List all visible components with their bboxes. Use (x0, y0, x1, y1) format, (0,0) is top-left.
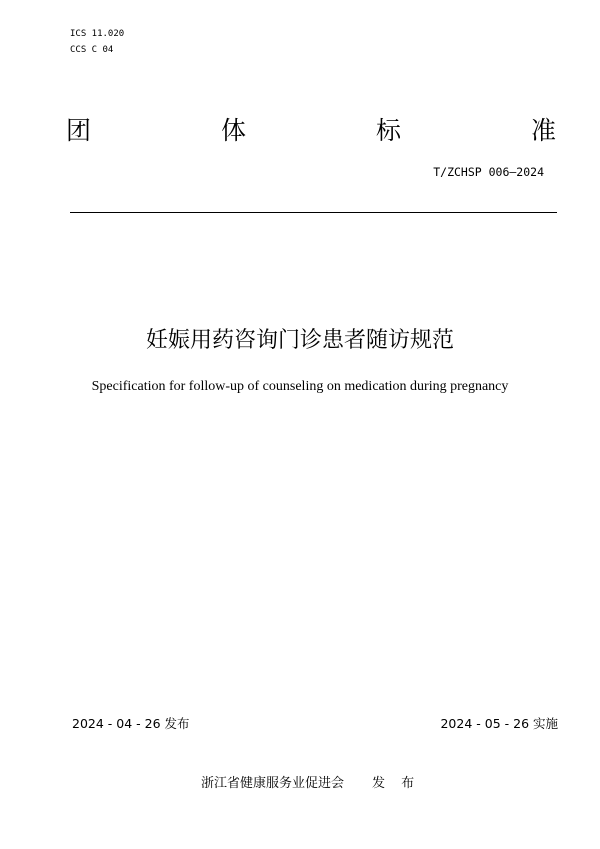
standard-type-char: 体 (220, 116, 246, 145)
issuer-action: 发 布 (372, 776, 421, 791)
header-divider (70, 212, 557, 213)
standard-type-char: 准 (530, 116, 556, 145)
standard-type-heading (66, 115, 556, 147)
issuer-name: 浙江省健康服务业促进会 (201, 776, 345, 791)
ccs-code: CCS C 04 (70, 45, 114, 55)
ics-code: ICS 11.020 (70, 29, 125, 39)
standard-type-char: 团 (66, 116, 92, 145)
standard-number: T/ZCHSP 006—2024 (433, 165, 544, 179)
publish-date: 2024 - 04 - 26 发布 (72, 716, 190, 731)
issuer-line (201, 774, 420, 794)
standard-type-char: 标 (375, 116, 401, 145)
title-english: Specification for follow-up of counseling on medication during pregnancy (91, 379, 509, 394)
implementation-date: 2024 - 05 - 26 实施 (440, 716, 558, 731)
title-chinese: 妊娠用药咨询门诊患者随访规范 (145, 328, 454, 353)
